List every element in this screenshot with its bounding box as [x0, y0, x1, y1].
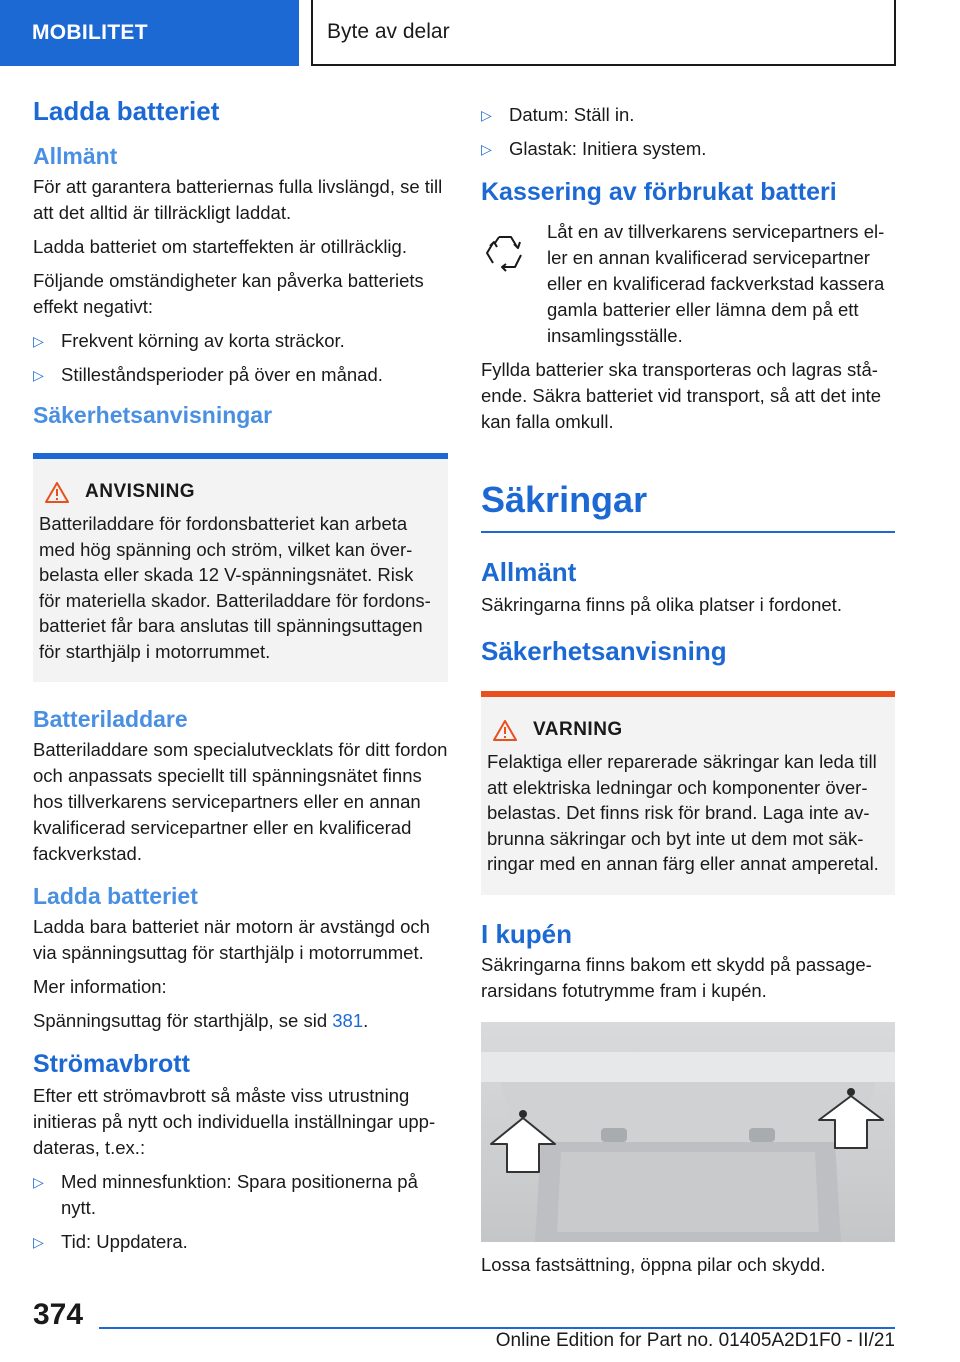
paragraph: Fyllda batterier ska transporteras och lagras stående. Säkra batteriet vid transport, så att det inte kan falla omkull.	[481, 359, 882, 432]
warning-header	[493, 719, 885, 741]
fuse-cover-photo	[481, 1022, 895, 1242]
heading-cabin: I kupén	[481, 918, 573, 949]
section-tab: MOBILITET	[0, 0, 299, 66]
list-item: ▷ Datum: Ställ in.	[481, 102, 895, 128]
paragraph-with-link: Spänningsuttag för starthjälp, se sid 381.	[33, 1010, 369, 1031]
edition-info: Online Edition for Part no. 01405A2D1F0 - II/21	[495, 1330, 895, 1351]
footer-rule	[99, 1327, 895, 1329]
paragraph: Säkringarna finns bakom ett skydd på passagerarsidans fotutrymme fram i kupén.	[481, 953, 872, 1001]
list-item: ▷ Glastak: Initiera system.	[481, 136, 895, 162]
paragraph: Mer information:	[33, 976, 167, 997]
warning-text: Felaktiga eller reparerade säkringar kan leda till att elektriska ledningar och komponenter överbelastas. Det finns risk för brand. Laga inte avbrunna säkringar och byt inte ut dem mot säkringar med en annan färg eller annat amperetal.	[487, 751, 879, 874]
page-reference-link[interactable]: 381	[332, 1010, 364, 1031]
list-item: ▷ Frekvent körning av korta sträckor.	[33, 328, 448, 354]
heading-general-fuses: Allmänt	[481, 557, 577, 587]
triangle-bullet-icon: ▷	[33, 1174, 44, 1190]
bullet-list	[33, 1169, 448, 1255]
left-column	[33, 96, 448, 1263]
notice-text: Batteriladdare för fordonsbatteriet kan arbeta med hög spänning och ström, vilket kan överbelasta eller skada 12 V-spänningsnätet. Risk för materiella skador. Batteriladdare för fordonsbatteriet får bara anslutas till spänningsuttagen för starthjälp i motorrummet.	[39, 513, 431, 662]
paragraph: Följande omständigheter kan påverka batteriets effekt negativt:	[33, 270, 424, 317]
warning-box	[481, 691, 895, 895]
bullet-list	[481, 102, 895, 162]
warning-triangle-icon	[45, 482, 69, 503]
triangle-bullet-icon: ▷	[33, 1234, 44, 1250]
title-rule	[481, 531, 895, 533]
section-title-charge-battery: Ladda batteriet	[33, 96, 220, 126]
recycle-icon	[481, 229, 529, 277]
triangle-bullet-icon: ▷	[33, 333, 44, 349]
paragraph: Efter ett strömavbrott så måste viss utrustning initieras på nytt och individuella inställningar uppdateras, t.ex.:	[33, 1085, 436, 1158]
chapter-tab: Byte av delar	[311, 0, 896, 66]
right-column	[481, 96, 895, 1286]
paragraph: Låt en av tillverkarens servicepartners eller en annan kvalificerad servicepartner eller en kvalificerad fackverkstad kassera gamla batterier eller lämna dem på ett insamlingsställe.	[547, 221, 885, 346]
warning-triangle-icon	[493, 720, 517, 741]
page-header	[0, 0, 960, 66]
list-item: ▷ Med minnesfunktion: Spara positionerna på nytt.	[33, 1171, 418, 1218]
heading-safety-instructions: Säkerhetsanvisningar	[33, 402, 273, 428]
bullet-list	[33, 328, 448, 388]
paragraph: Säkringarna finns på olika platser i fordonet.	[481, 594, 842, 615]
chapter-title-fuses: Säkringar	[481, 479, 648, 520]
disposal-block	[481, 219, 895, 357]
notice-label: ANVISNING	[85, 481, 196, 502]
paragraph: För att garantera batteriernas fulla livslängd, se till att det alltid är tillräckligt laddat.	[33, 176, 443, 223]
paragraph: Batteriladdare som specialutvecklats för ditt fordon och anpassats speciellt till spänningsnätet finns hos tillverkarens servicepartners eller en annan kvalificerad servicepartner eller en kvalificerad fackverkstad.	[33, 739, 448, 864]
heading-battery-disposal: Kassering av förbrukat batteri	[481, 178, 837, 206]
photo-caption: Lossa fastsättning, öppna pilar och skydd.	[481, 1253, 826, 1275]
heading-general: Allmänt	[33, 143, 118, 169]
triangle-bullet-icon: ▷	[33, 367, 44, 383]
triangle-bullet-icon: ▷	[481, 107, 492, 123]
heading-charger: Batteriladdare	[33, 706, 188, 732]
list-item: ▷ Stilleståndsperioder på över en månad.	[33, 362, 448, 388]
notice-box	[33, 453, 448, 682]
paragraph: Ladda bara batteriet när motorn är avstängd och via spänningsuttag för starthjälp i motorrummet.	[33, 916, 430, 963]
heading-power-outage: Strömavbrott	[33, 1050, 190, 1078]
heading-safety-instruction: Säkerhetsanvisning	[481, 636, 727, 666]
heading-charge-battery: Ladda batteriet	[33, 883, 198, 909]
warning-label: VARNING	[533, 719, 623, 740]
triangle-bullet-icon: ▷	[481, 141, 492, 157]
notice-header	[45, 481, 438, 503]
paragraph: Ladda batteriet om starteffekten är otillräcklig.	[33, 236, 407, 257]
list-item: ▷ Tid: Uppdatera.	[33, 1229, 448, 1255]
page-number: 374	[33, 1298, 84, 1331]
